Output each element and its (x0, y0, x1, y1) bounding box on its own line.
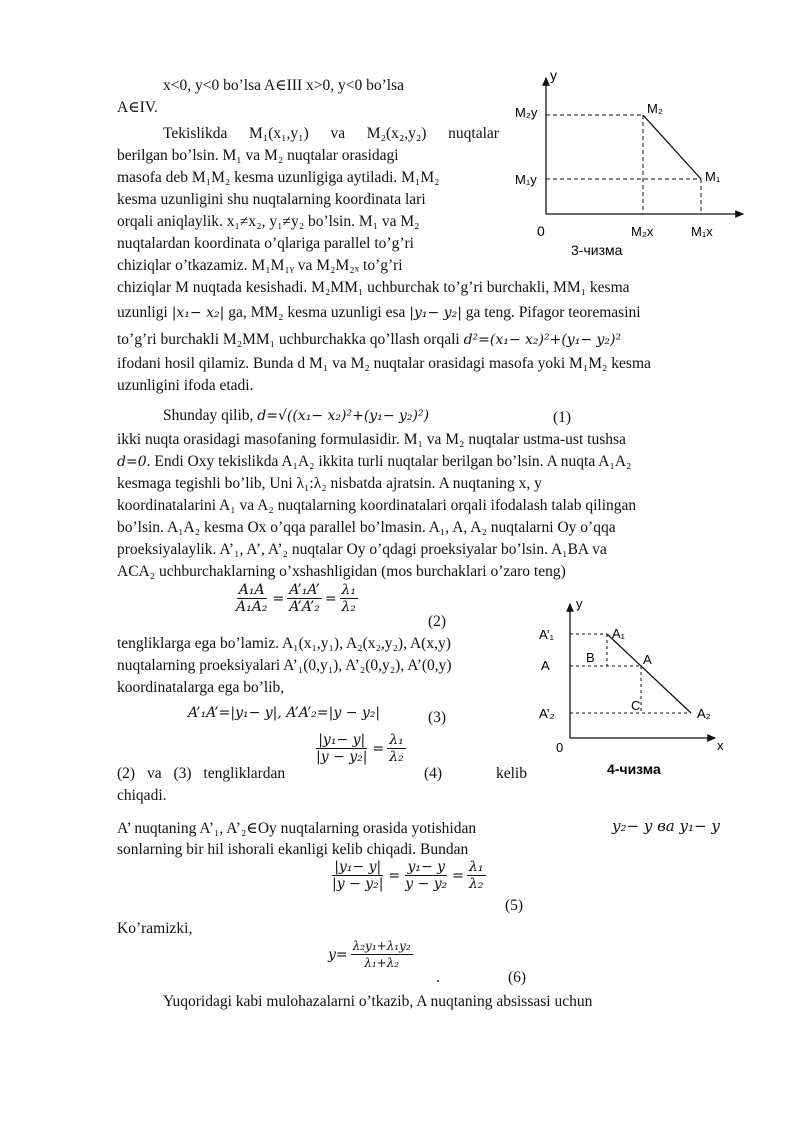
label-a1-prime: A’₁ (539, 627, 554, 642)
label-b: B (586, 650, 595, 665)
label-a2-prime: A’₂ (539, 706, 555, 721)
text-line: uzunligini ifoda etadi. (117, 377, 254, 394)
equation-5: $\frac{\text{|y₁− y|}}{\text{|y − y₂|}}$ = $\frac{\text{y₁− y}}{\text{y − y₂}}$ = $\frac{\text{λ₁}}{\text{λ₂}}$ (332, 859, 484, 892)
equation-number: (1) (553, 409, 572, 426)
d-zero: d=0 (117, 454, 147, 470)
frac-den: y − y₂ (405, 876, 448, 892)
frac-den: A’A’₂ (289, 599, 320, 615)
label-m2: M₂ (647, 101, 663, 116)
equation-6 (328, 938, 413, 971)
equation-2: $\frac{\text{A₁A}}{\text{A₁A₂}}$ = $\frac{\text{A’₁A’}}{\text{A’A’₂}}$ = $\frac{\text{λ₁}}{\text{λ₂}}$ (236, 582, 357, 615)
word: nuqtalar (448, 125, 499, 142)
origin-label: 0 (537, 223, 545, 239)
frac-den: λ₂ (469, 876, 484, 892)
frac-den: |y − y₂| (316, 749, 368, 765)
text-line: nuqtalarning proeksiyalari A’₁(0,y₁), A’₂(0,y₂), A’(0,y) (117, 657, 452, 674)
text-line: proeksiyalaylik. A’₁, A’, A’₂ nuqtalar Oy o’qdagi proeksiyalar bo’lsin. A₁BA va (117, 541, 607, 558)
x-label: x (717, 738, 724, 753)
segment-a1-a2 (607, 634, 691, 713)
equation-4: $\frac{\text{|y₁− y|}}{\text{|y − y₂|}}$ = $\frac{\text{λ₁}}{\text{λ₂}}$ (316, 732, 404, 765)
label-c: C (631, 698, 641, 713)
text-line (117, 452, 631, 472)
text-line: chiziqlar o’tkazamiz. M₁M₁ᵧ va M₂M₂ₓ to’g’ri (117, 257, 403, 274)
text-line: koordinatalarga ega bo’lib, (117, 679, 285, 696)
frac-num: λ₂y₁+λ₁y₂ (352, 939, 411, 953)
text-line: ACA₂ uchburchaklarning o’xshashligidan (mos burchaklari o’zaro teng) (117, 563, 566, 580)
label-a2: A₂ (697, 706, 711, 721)
equation-number: (4) (424, 765, 443, 782)
text-line: masofa deb M₁M₂ kesma uzunligiga aytiladi. M₁M₂ (117, 169, 440, 186)
text-line: ifodani hosil qilamiz. Bunda d M₁ va M₂ nuqtalar orasidagi masofa yoki M₁M₂ kesma (117, 355, 651, 372)
frac-num: λ₁ (389, 732, 404, 748)
equation-number: (6) (508, 969, 527, 986)
figure-caption: 4-чизма (607, 761, 661, 777)
text-line (117, 330, 621, 350)
y-label: y (550, 67, 557, 83)
word: (2) va (3) tengliklardan (117, 765, 286, 782)
word: ga, MM₂ kesma uzunligi esa (228, 304, 406, 321)
text-line: koordinatalarini A₁ va A₂ nuqtalarning koordinatalari orqali ifodalash talab qilingan (117, 497, 637, 514)
frac-num: y₁− y (407, 859, 446, 875)
frac-den: λ₂ (341, 599, 357, 615)
frac-den: |y − y₂| (332, 876, 384, 892)
word: . Endi Oxy tekislikda A₁A₂ ikkita turli nuqtalar berilgan bo’lsin. A nuqta A₁A₂ (146, 453, 632, 470)
frac-num: A’₁A’ (289, 582, 320, 598)
equation-number: (3) (428, 709, 447, 726)
text-line (117, 303, 641, 323)
word: M₁(x₁,y₁) (249, 125, 309, 142)
label-m2x: M₂x (631, 224, 654, 239)
text-line: sonlarning bir hil ishorali ekanligi kelib chiqadi. Bundan (117, 841, 469, 858)
label-a1: A₁ (612, 626, 626, 641)
word: va (330, 125, 346, 142)
word: ga teng. Pifagor teoremasini (465, 304, 641, 321)
figure-3 (505, 66, 755, 266)
label-m1: M₁ (705, 169, 721, 184)
word: to’g’ri burchakli M₂MM₁ uchburchakka qo’llash orqali (117, 331, 460, 348)
text-line: x<0, y<0 bo’lsa A∈III x>0, y<0 bo’lsa (163, 77, 405, 94)
frac-den: A₁A₂ (236, 599, 268, 615)
text-line: nuqtalardan koordinata o’qlariga parallel to’g’ri (117, 235, 414, 252)
frac-num: λ₁ (469, 859, 484, 875)
text-line: kesmaga tegishli bo’lib, Uni λ₁:λ₂ nisbatda ajratsin. A nuqtaning x, y (117, 475, 542, 492)
word: uzunligi (117, 304, 168, 321)
text-line: A’ nuqtaning A’₁, A’₂∈Oy nuqtalarning orasida yotishidan (117, 820, 477, 837)
abs-y-diff: |y₁− y₂| (409, 305, 462, 321)
distance-formula: d=√((x₁− x₂)²+(y₁− y₂)²) (257, 408, 430, 424)
lhs: y= (328, 946, 348, 963)
text-line: chiqadi. (117, 787, 167, 804)
pythagoras-formula: d²=(x₁− x₂)²+(y₁− y₂)² (463, 332, 622, 348)
text-line: A∈IV. (117, 99, 158, 116)
word: Tekislikda (163, 125, 228, 142)
text-line: ikki nuqta orasidagi masofaning formulasidir. M₁ va M₂ nuqtalar ustma-ust tushsa (117, 431, 626, 448)
frac-den: λ₂ (389, 749, 404, 765)
label-a-prime: A (541, 658, 550, 673)
sign-expression: y₂− y ва y₁− y (612, 817, 720, 835)
text-line: Ko’ramizki, (117, 920, 193, 937)
figure-4 (533, 598, 733, 782)
frac-num: A₁A (238, 582, 265, 598)
abs-x-diff: |x₁− x₂| (171, 305, 225, 321)
origin-label: 0 (556, 740, 564, 755)
equation-number: (2) (428, 613, 447, 630)
label-m1y: M₁y (515, 172, 537, 187)
label-a: A (643, 652, 652, 667)
y-label: y (576, 598, 583, 611)
text-line: kesma uzunligini shu nuqtalarning koordinata lari (117, 191, 426, 208)
text-line: orqali aniqlaylik. x₁≠x₂, y₁≠y₂ bo’lsin. M₁ va M₂ (117, 213, 420, 230)
word: M₂(x₂,y₂) (366, 125, 427, 142)
label-m2y: M₂y (515, 105, 538, 120)
text-line (163, 124, 499, 144)
word: kelib (496, 765, 527, 782)
text-line (117, 764, 313, 784)
label-m1x: M₁x (691, 224, 713, 239)
text-line: tengliklarga ega bo’lamiz. A₁(x₁,y₁), A₂(x₂,y₂), A(x,y) (117, 635, 451, 652)
text-line: bo’lsin. A₁A₂ kesma Ox o’qqa parallel bo’lmasin. A₁, A, A₂ nuqtalarni Oy o’qqa (117, 519, 616, 536)
frac-num: |y₁− y| (334, 859, 382, 875)
text-line: chiziqlar M nuqtada kesishadi. M₂MM₁ uchburchak to’g’ri burchakli, MM₁ kesma (117, 279, 630, 296)
frac-den: λ₁+λ₂ (364, 956, 400, 970)
text-line: berilgan bo’lsin. M₁ va M₂ nuqtalar orasidagi (117, 147, 399, 164)
text-line (163, 406, 429, 426)
equation-number: (5) (505, 897, 524, 914)
word: Shunday qilib, (163, 407, 254, 424)
equation-3: A’₁A’=|y₁− y|, A’A’₂=|y − y₂| (188, 705, 381, 721)
period: . (436, 969, 440, 986)
frac-num: |y₁− y| (318, 732, 366, 748)
text-line: Yuqoridagi kabi mulohazalarni o’tkazib, A nuqtaning absissasi uchun (163, 993, 593, 1010)
segment-m2-m1 (643, 115, 701, 179)
figure-caption: 3-чизма (571, 242, 623, 258)
frac-num: λ₁ (341, 582, 357, 598)
